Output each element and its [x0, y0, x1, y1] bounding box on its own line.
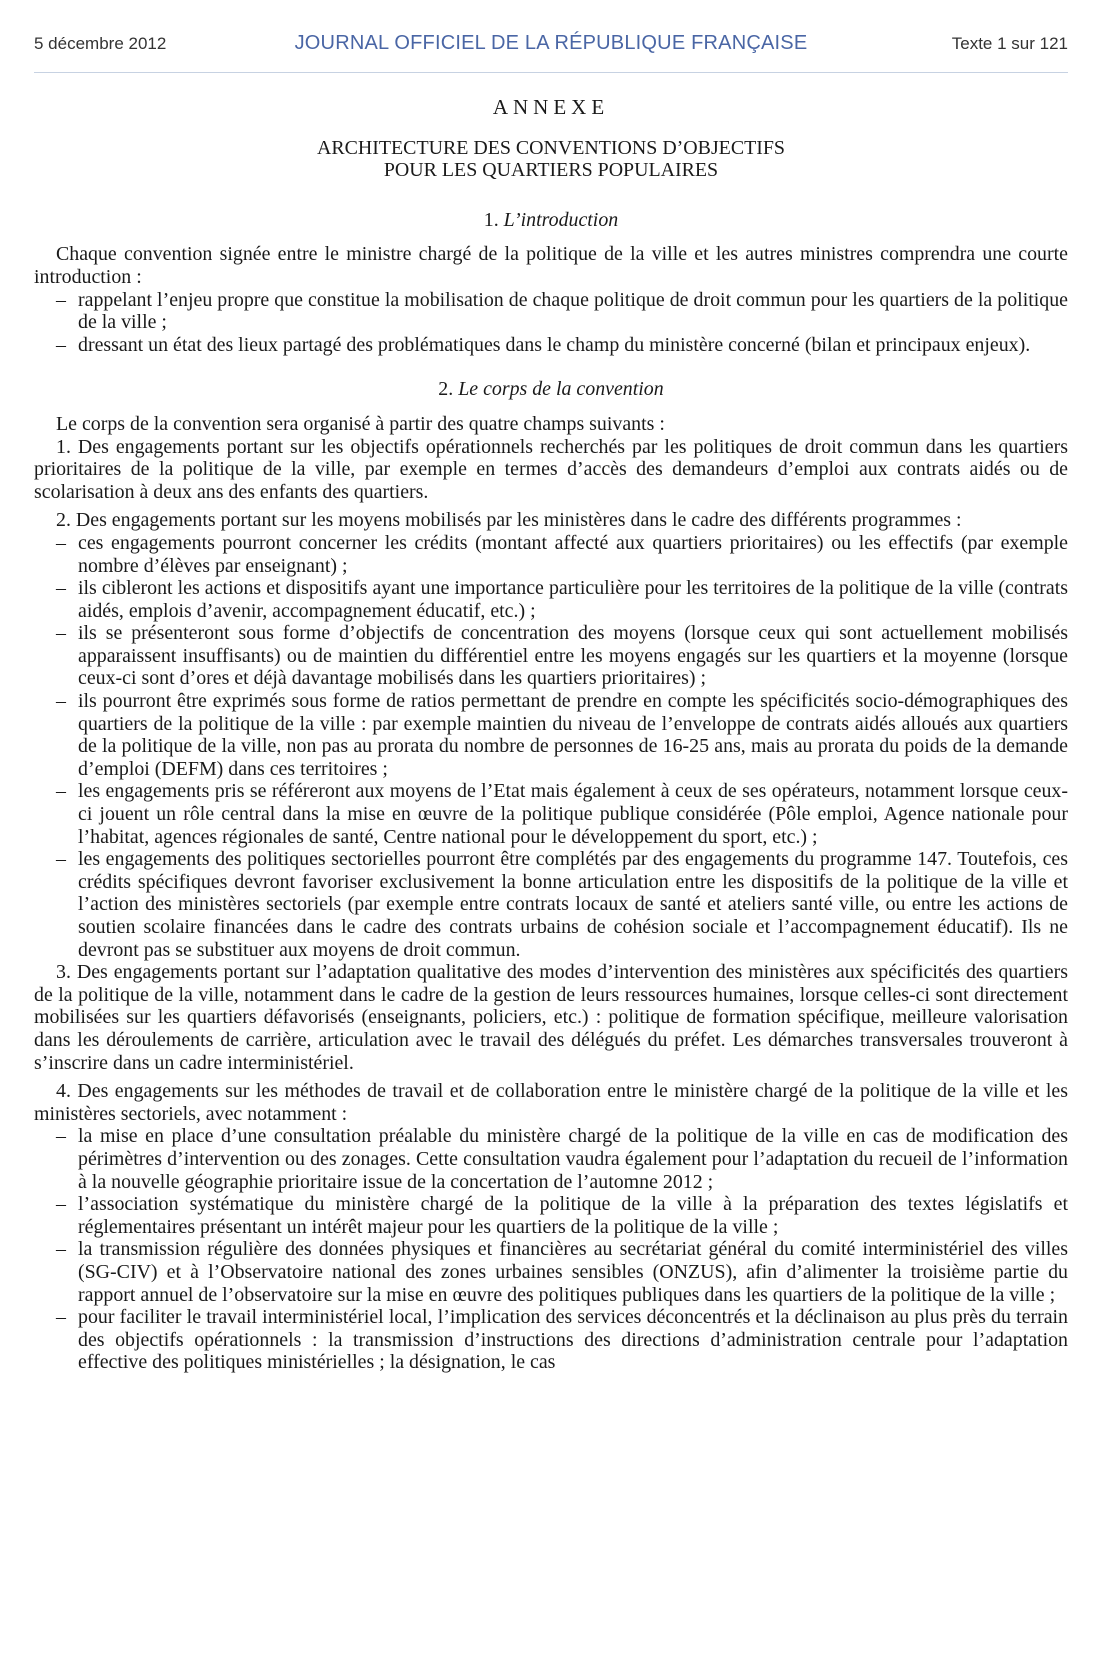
list-item: – dressant un état des lieux partagé des problématiques dans le champ du ministère concerné (bilan et principaux enjeux).: [34, 334, 1068, 357]
section-number: 2.: [438, 378, 454, 401]
annexe-heading: ANNEXE: [492, 95, 610, 119]
section-heading-introduction: [34, 209, 1068, 232]
section-title: Le corps de la convention: [458, 378, 664, 401]
publication-date: 5 décembre 2012: [34, 34, 167, 53]
paragraph-field-2: 2. Des engagements portant sur les moyens mobilisés par les ministères dans le cadre des différents programmes :: [56, 509, 962, 532]
section-heading-corps: [34, 378, 1068, 401]
document-title: [34, 137, 1068, 182]
list-item: – ces engagements pourront concerner les crédits (montant affecté aux quartiers prioritaires) ou les effectifs (par exemple nombre d’élèves par enseignant) ;: [34, 532, 1068, 577]
document-title-line: ARCHITECTURE DES CONVENTIONS D’OBJECTIFS: [317, 136, 785, 159]
journal-title: JOURNAL OFFICIEL DE LA RÉPUBLIQUE FRANÇAISE: [294, 32, 808, 54]
paragraph: Chaque convention signée entre le ministre chargé de la politique de la ville et les autres ministres comprendra une courte introduction :: [34, 243, 1068, 288]
section-title: L’introduction: [503, 208, 619, 231]
list-item: – la transmission régulière des données physiques et financières au secrétariat général du comité interministériel des villes (SG-CIV) et à l’Observatoire national des zones urbaines sensibles (ONZUS), afin d’alimenter la troisième partie du rapport annuel de l’observatoire sur la mise en œuvre des politiques publiques dans les quartiers de la politique de la ville ;: [34, 1238, 1068, 1306]
paragraph-field-1: 1. Des engagements portant sur les objectifs opérationnels recherchés par les politiques de droit commun dans les quartiers prioritaires de la politique de la ville, par exemple en termes d’accès des demandeurs d’emploi aux contrats aidés ou de scolarisation à deux ans des enfants des quartiers.: [34, 435, 1068, 503]
list-item: – les engagements pris se référeront aux moyens de l’Etat mais également à ceux de ses opérateurs, notamment lorsque ceux-ci jouent un rôle central dans la mise en œuvre de la politique publique considérée (Pôle emploi, Agence nationale pour l’habitat, agences régionales de santé, Centre national pour le développement du sport, etc.) ;: [34, 780, 1068, 848]
list-item: – la mise en place d’une consultation préalable du ministère chargé de la politique de la ville en cas de modification des périmètres d’intervention ou des zonages. Cette consultation vaudra également pour l’adaptation du recueil de l’information à la nouvelle géographie prioritaire issue de la concertation de l’automne 2012 ;: [34, 1125, 1068, 1193]
list-item: – les engagements des politiques sectorielles pourront être complétés par des engagements du programme 147. Toutefois, ces crédits spécifiques devront favoriser exclusivement la bonne articulation entre les dispositifs de la politique de la ville et l’action des ministères sectoriels (par exemple entre contrats locaux de santé et ateliers santé ville, ou entre les actions de soutien scolaire financées dans le cadre des contrats urbains de cohésion sociale et l’accompagnement éducatif). Ils ne devront pas se substituer aux moyens de droit commun.: [34, 848, 1068, 961]
list-item: – ils se présenteront sous forme d’objectifs de concentration des moyens (lorsque ceux qui sont actuellement mobilisés apparaissent insuffisants) ou de maintien du différentiel entre les moyens engagés sur les quartiers et la moyenne (lorsque ceux-ci sont d’ores et déjà davantage mobilisés dans les quartiers prioritaires) ;: [34, 622, 1068, 690]
document-title-line: POUR LES QUARTIERS POPULAIRES: [383, 159, 719, 182]
page-indicator: Texte 1 sur 121: [951, 34, 1068, 53]
list-item: – ils cibleront les actions et dispositifs ayant une importance particulière pour les territoires de la politique de la ville (contrats aidés, emplois d’avenir, accompagnement éducatif, etc.) ;: [34, 577, 1068, 622]
list-item: – pour faciliter le travail interministériel local, l’implication des services déconcentrés et la déclinaison au plus près du terrain des objectifs opérationnels : la transmission d’instructions des directions d’administration centrale pour l’adaptation effective des politiques ministérielles ; la désignation, le cas: [34, 1306, 1068, 1374]
paragraph-field-4: 4. Des engagements sur les méthodes de travail et de collaboration entre le ministère chargé de la politique de la ville et les ministères sectoriels, avec notamment :: [34, 1080, 1068, 1125]
section-number: 1.: [483, 208, 499, 231]
list-item: – ils pourront être exprimés sous forme de ratios permettant de prendre en compte les spécificités socio-démographiques des quartiers de la politique de la ville : par exemple maintien du niveau de l’enveloppe de contrats aidés alloués aux quartiers de la politique de la ville, non pas au prorata du nombre de personnes de 16-25 ans, mais au prorata du poids de la demande d’emploi (DEFM) dans ces territoires ;: [34, 690, 1068, 780]
bullet-list: [34, 289, 1068, 357]
bullet-list: [34, 1125, 1068, 1374]
bullet-list: [34, 532, 1068, 961]
paragraph: Le corps de la convention sera organisé à partir des quatre champs suivants :: [56, 412, 665, 435]
list-item: – l’association systématique du ministère chargé de la politique de la ville à la préparation des textes législatifs et réglementaires présentant un intérêt majeur pour les quartiers de la politique de la ville ;: [34, 1193, 1068, 1238]
list-item: – rappelant l’enjeu propre que constitue la mobilisation de chaque politique de droit commun pour les quartiers de la politique de la ville ;: [34, 289, 1068, 334]
paragraph-field-3: 3. Des engagements portant sur l’adaptation qualitative des modes d’intervention des ministères aux spécificités des quartiers de la politique de la ville, notamment dans le cadre de la gestion de leurs ressources humaines, lorsque celles-ci sont directement mobilisées sur les quartiers défavorisés (enseignants, policiers, etc.) : politique de formation spécifique, meilleure valorisation dans les déroulements de carrière, articulation avec le travail des délégués du préfet. Les démarches transversales trouveront à s’inscrire dans un cadre interministériel.: [34, 961, 1068, 1074]
page-header: [34, 30, 1068, 73]
document-body: [34, 96, 1068, 1374]
